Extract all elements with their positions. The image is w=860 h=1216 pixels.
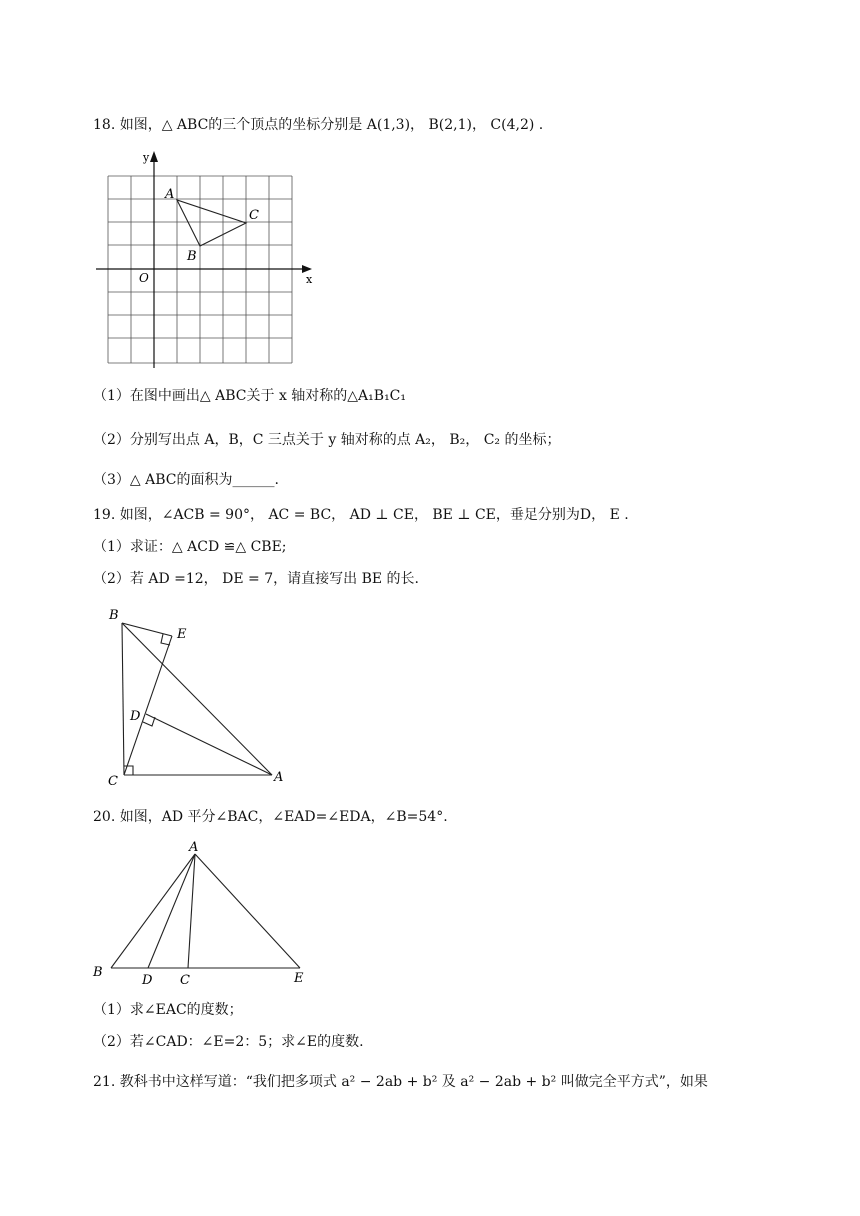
origin-label: O [139,271,149,285]
q18-part2: （2）分别写出点 A，B，C 三点关于 y 轴对称的点 A₂， B₂， C₂ 的坐标； [93,432,561,448]
y-axis-arrow [150,151,158,162]
vertex-b-label: B [187,249,197,264]
q20-stem: 20. 如图，AD 平分∠BAC，∠EAD=∠EDA，∠B=54°. [93,809,448,825]
vertex-d-label: D [130,709,141,724]
q18-coordinate-figure [92,146,324,374]
q20-triangle-figure [88,836,318,990]
q19-part1: （1）求证：△ ACD ≌△ CBE; [93,539,287,555]
q18-part3: （3）△ ABC的面积为______. [93,472,279,488]
q21-stem: 21. 教科书中这样写道：“我们把多项式 a² − 2ab + b² 及 a² − 2ab + b² 叫做完全平方式”，如果 [93,1074,708,1090]
q19-triangle-figure [100,600,300,790]
q19-part2: （2）若 AD =12， DE = 7，请直接写出 BE 的长. [93,571,419,587]
vertex-a-label: A [274,770,284,785]
vertex-b-label: B [93,965,103,980]
vertex-e-label: E [177,627,187,642]
vertex-d-label: D [142,973,153,988]
vertex-c-label: C [249,208,259,223]
vertex-a-label: A [165,187,175,202]
y-axis-label: y [143,151,150,164]
x-axis-label: x [306,273,313,286]
q18-stem: 18. 如图，△ ABC的三个顶点的坐标分别是 A(1,3)， B(2,1)， C(4,2) . [93,117,544,133]
vertex-c-label: C [108,774,118,789]
q18-part1: （1）在图中画出△ ABC关于 x 轴对称的△A₁B₁C₁ [93,388,407,404]
vertex-b-label: B [109,608,119,623]
q20-part2: （2）若∠CAD：∠E=2：5；求∠E的度数. [93,1034,364,1050]
vertex-e-label: E [294,971,304,986]
q20-part1: （1）求∠EAC的度数； [93,1002,243,1018]
q19-stem: 19. 如图，∠ACB = 90°， AC = BC， AD ⊥ CE， BE ⊥ CE，垂足分别为D， E . [93,507,629,523]
triangle-abc [177,200,246,246]
vertex-c-label: C [180,973,190,988]
x-axis-arrow [302,265,312,273]
vertex-a-label: A [189,840,199,855]
